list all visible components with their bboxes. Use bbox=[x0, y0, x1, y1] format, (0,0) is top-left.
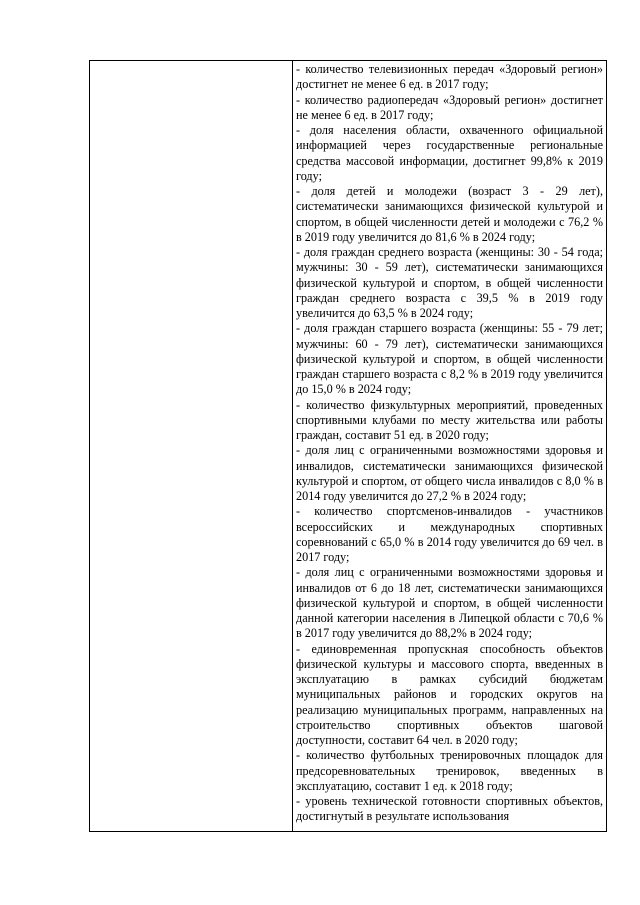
indicator-item: - доля лиц с ограниченными возможностями здоровья и инвалидов от 6 до 18 лет, систематически занимающихся физической культурой и спортом, в общей численности данной категории населения в Липецкой области с 70,6 % в 2017 году увеличится до 88,2% в 2024 году; bbox=[296, 565, 603, 641]
indicator-item: - количество спортсменов-инвалидов - участников всероссийских и международных спортивных соревнований с 65,0 % в 2014 году увеличится до 69 чел. в 2017 году; bbox=[296, 504, 603, 564]
indicator-item: - доля граждан среднего возраста (женщины: 30 - 54 года; мужчины: 30 - 59 лет), систематически занимающихся физической культурой и спортом, в общей численности граждан среднего возраста с 39,5 % в 2019 году увеличится до 63,5 % в 2024 году; bbox=[296, 245, 603, 320]
indicator-item: - доля граждан старшего возраста (женщины: 55 - 79 лет; мужчины: 60 - 79 лет), систематически занимающихся физической культурой и спортом, в общей численности граждан старшего возраста с 8,2 % в 2019 году увеличится до 15,0 % в 2024 году; bbox=[296, 321, 603, 397]
indicator-item: - единовременная пропускная способность объектов физической культуры и массового спорта, введенных в эксплуатацию в рамках субсидий бюджетам муниципальных районов и городских округов на реализацию муниципальных программ, направленных на строительство спортивных объектов шаговой доступности, составит 64 чел. в 2020 году; bbox=[296, 641, 603, 747]
indicator-item: - доля лиц с ограниченными возможностями здоровья и инвалидов, систематически занимающихся физической культурой и спортом, от общего числа инвалидов с 8,0 % в 2014 году увеличится до 27,2 % в 2024 году; bbox=[296, 443, 603, 503]
table-right-cell bbox=[293, 61, 606, 831]
table-left-cell bbox=[90, 61, 293, 831]
document-table bbox=[89, 60, 607, 832]
indicator-item: - количество радиопередач «Здоровый регион» достигнет не менее 6 ед. в 2017 году; bbox=[296, 92, 603, 122]
indicator-item: - количество физкультурных мероприятий, проведенных спортивными клубами по месту жительства или работы граждан, составит 51 ед. в 2020 году; bbox=[296, 397, 603, 442]
indicator-item: - количество телевизионных передач «Здоровый регион» достигнет не менее 6 ед. в 2017 году; bbox=[296, 62, 603, 92]
indicator-item: - количество футбольных тренировочных площадок для предсоревновательных тренировок, введенных в эксплуатацию, составит 1 ед. к 2018 году; bbox=[296, 748, 603, 793]
indicator-item: - уровень технической готовности спортивных объектов, достигнутый в результате использования bbox=[296, 794, 603, 824]
indicator-item: - доля населения области, охваченного официальной информацией через государственные региональные средства массовой информации, достигнет 99,8% к 2019 году; bbox=[296, 123, 603, 183]
indicator-item: - доля детей и молодежи (возраст 3 - 29 лет), систематически занимающихся физической культурой и спортом, в общей численности детей и молодежи с 76,2 % в 2019 году увеличится до 81,6 % в 2024 году; bbox=[296, 184, 603, 244]
